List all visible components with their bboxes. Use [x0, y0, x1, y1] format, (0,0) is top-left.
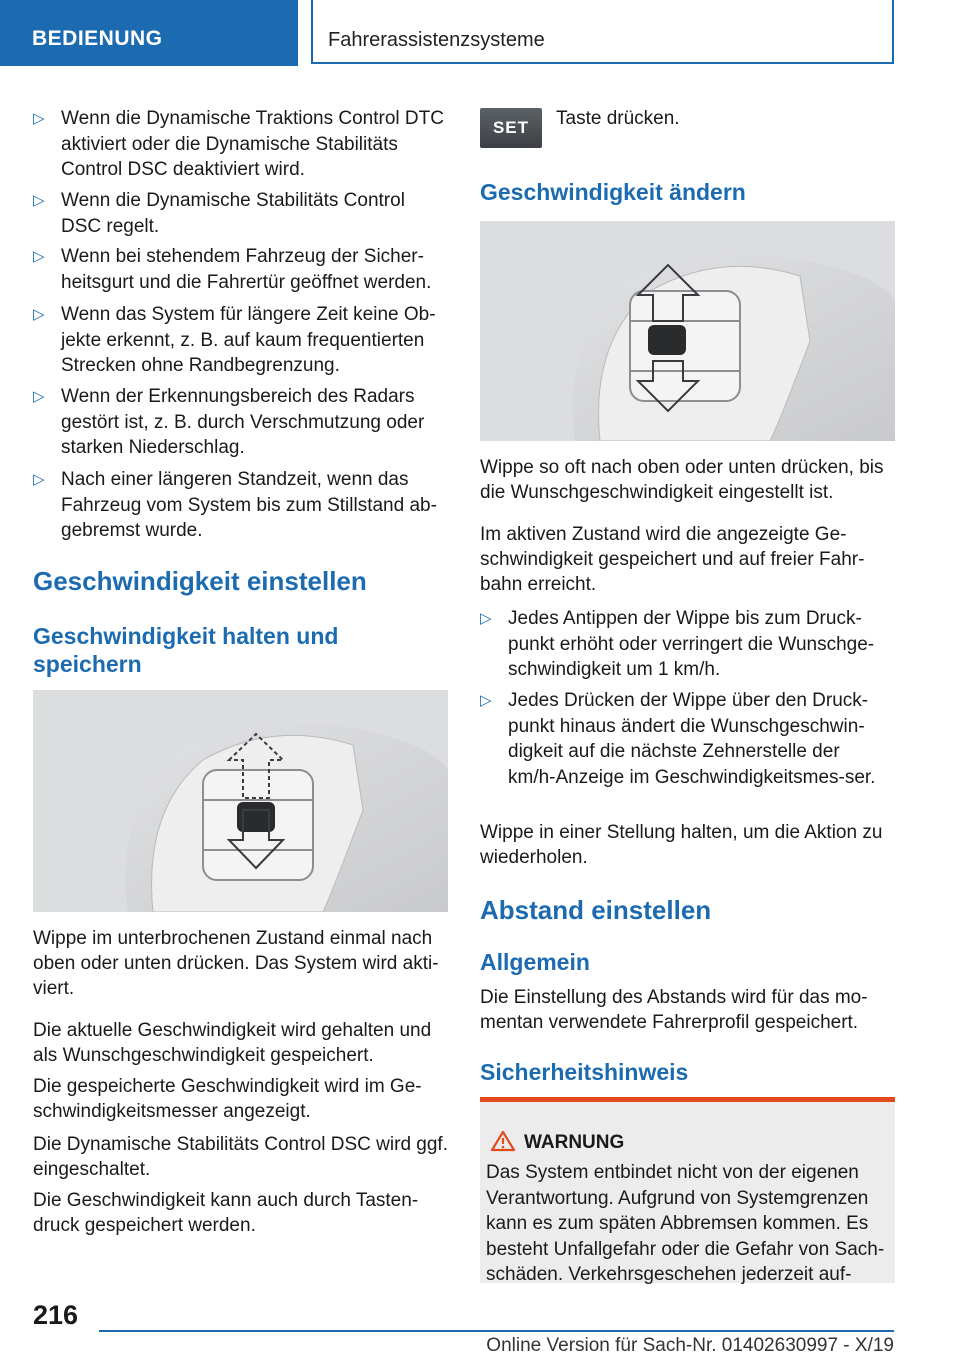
subsection-heading: Sicherheitshinweis [480, 1059, 689, 1085]
paragraph: Die aktuelle Geschwindigkeit wird gehalten und als Wunschgeschwindigkeit gespeichert. [33, 1020, 432, 1066]
header-section-label: BEDIENUNG [32, 27, 163, 50]
list-item [33, 467, 448, 545]
list-item [480, 688, 895, 814]
list-item-text: Wenn das System für längere Zeit keine Ob-jekte erkennt, z. B. auf kaum frequentierten Strecken ohne Randbegrenzung. [61, 304, 436, 376]
header-section-tab [0, 0, 298, 66]
header-chapter-label: Fahrerassistenzsysteme [328, 29, 545, 51]
list-item [33, 384, 448, 462]
list-item-text: Jedes Drücken der Wippe über den Druck-punkt hinaus ändert die Wunschgeschwin-digkeit auf die nächste Zehnerstelle der km/h-Anzeige im Geschwindigkeitsmes-ser. [508, 690, 876, 788]
subsection-heading: Geschwindigkeit ändern [480, 179, 746, 205]
list-item [33, 302, 448, 380]
warning-title: WARNUNG [524, 1132, 625, 1153]
section-heading: Geschwindigkeit einstellen [33, 566, 367, 596]
triangle-bullet-icon: ▷ [33, 306, 45, 323]
paragraph: Im aktiven Zustand wird die angezeigte Ge-schwindigkeit gespeichert und auf freier Fahr-bahn erreicht. [480, 524, 865, 595]
triangle-bullet-icon: ▷ [33, 110, 45, 127]
list-item-text: Wenn bei stehendem Fahrzeug der Sicher-heitsgurt und die Fahrertür geöffnet werden. [61, 246, 432, 293]
paragraph: Wippe im unterbrochenen Zustand einmal nach oben oder unten drücken. Das System wird akti-viert. [33, 928, 439, 999]
list-item-text: Nach einer längeren Standzeit, wenn das Fahrzeug vom System bis zum Stillstand ab-gebremst wurde. [61, 469, 437, 541]
paragraph: Die Dynamische Stabilitäts Control DSC wird ggf. eingeschaltet. [33, 1134, 448, 1180]
paragraph: Wippe so oft nach oben oder unten drücken, bis die Wunschgeschwindigkeit eingestellt ist. [480, 457, 884, 503]
set-button-icon: SET [480, 108, 542, 148]
warning-triangle-icon [490, 1130, 516, 1152]
warning-box [480, 1097, 895, 1283]
list-item-text: Wenn die Dynamische Stabilitäts Control DSC regelt. [61, 190, 405, 237]
triangle-bullet-icon: ▷ [480, 610, 492, 627]
subsection-heading: Geschwindigkeit halten und speichern [33, 623, 339, 677]
section-heading: Abstand einstellen [480, 895, 712, 925]
list-item [33, 244, 448, 296]
triangle-bullet-icon: ▷ [33, 471, 45, 488]
triangle-bullet-icon: ▷ [33, 248, 45, 265]
paragraph: Die gespeicherte Geschwindigkeit wird im Ge-schwindigkeitsmesser angezeigt. [33, 1076, 422, 1122]
paragraph: Wippe in einer Stellung halten, um die Aktion zu wiederholen. [480, 822, 883, 868]
triangle-bullet-icon: ▷ [33, 388, 45, 405]
subsection-heading: Allgemein [480, 949, 590, 975]
steering-wheel-rocker-image [33, 690, 448, 912]
triangle-bullet-icon: ▷ [480, 692, 492, 709]
footer-divider [99, 1330, 894, 1332]
list-item-text: Wenn die Dynamische Traktions Control DTC aktiviert oder die Dynamische Stabilitäts Control DSC deaktiviert wird. [61, 108, 444, 180]
list-item-text: Jedes Antippen der Wippe bis zum Druck-punkt erhöht oder verringert die Wunschge-schwindigkeit um 1 km/h. [508, 608, 875, 680]
header-chapter-box [311, 0, 894, 64]
footer-text: Online Version für Sach-Nr. 01402630997 - X/19 [486, 1335, 894, 1356]
paragraph: Die Geschwindigkeit kann auch durch Tasten-druck gespeichert werden. [33, 1190, 419, 1236]
paragraph: Taste drücken. [556, 108, 680, 129]
warning-text: Das System entbindet nicht von der eigenen Verantwortung. Aufgrund von Systemgrenzen kann es zum späten Abbremsen kommen. Es besteht Unfallgefahr oder die Gefahr von Sach-schäden. Verkehrsgeschehen jederzeit auf- [486, 1162, 885, 1285]
steering-wheel-rocker-image [480, 221, 895, 441]
triangle-bullet-icon: ▷ [33, 192, 45, 209]
list-item [33, 188, 448, 240]
list-item [480, 606, 895, 684]
list-item-text: Wenn der Erkennungsbereich des Radars gestört ist, z. B. durch Verschmutzung oder starken Niederschlag. [61, 386, 425, 458]
paragraph: Die Einstellung des Abstands wird für das mo-mentan verwendete Fahrerprofil gespeichert. [480, 987, 868, 1033]
list-item [33, 106, 448, 184]
page-number: 216 [33, 1300, 79, 1330]
